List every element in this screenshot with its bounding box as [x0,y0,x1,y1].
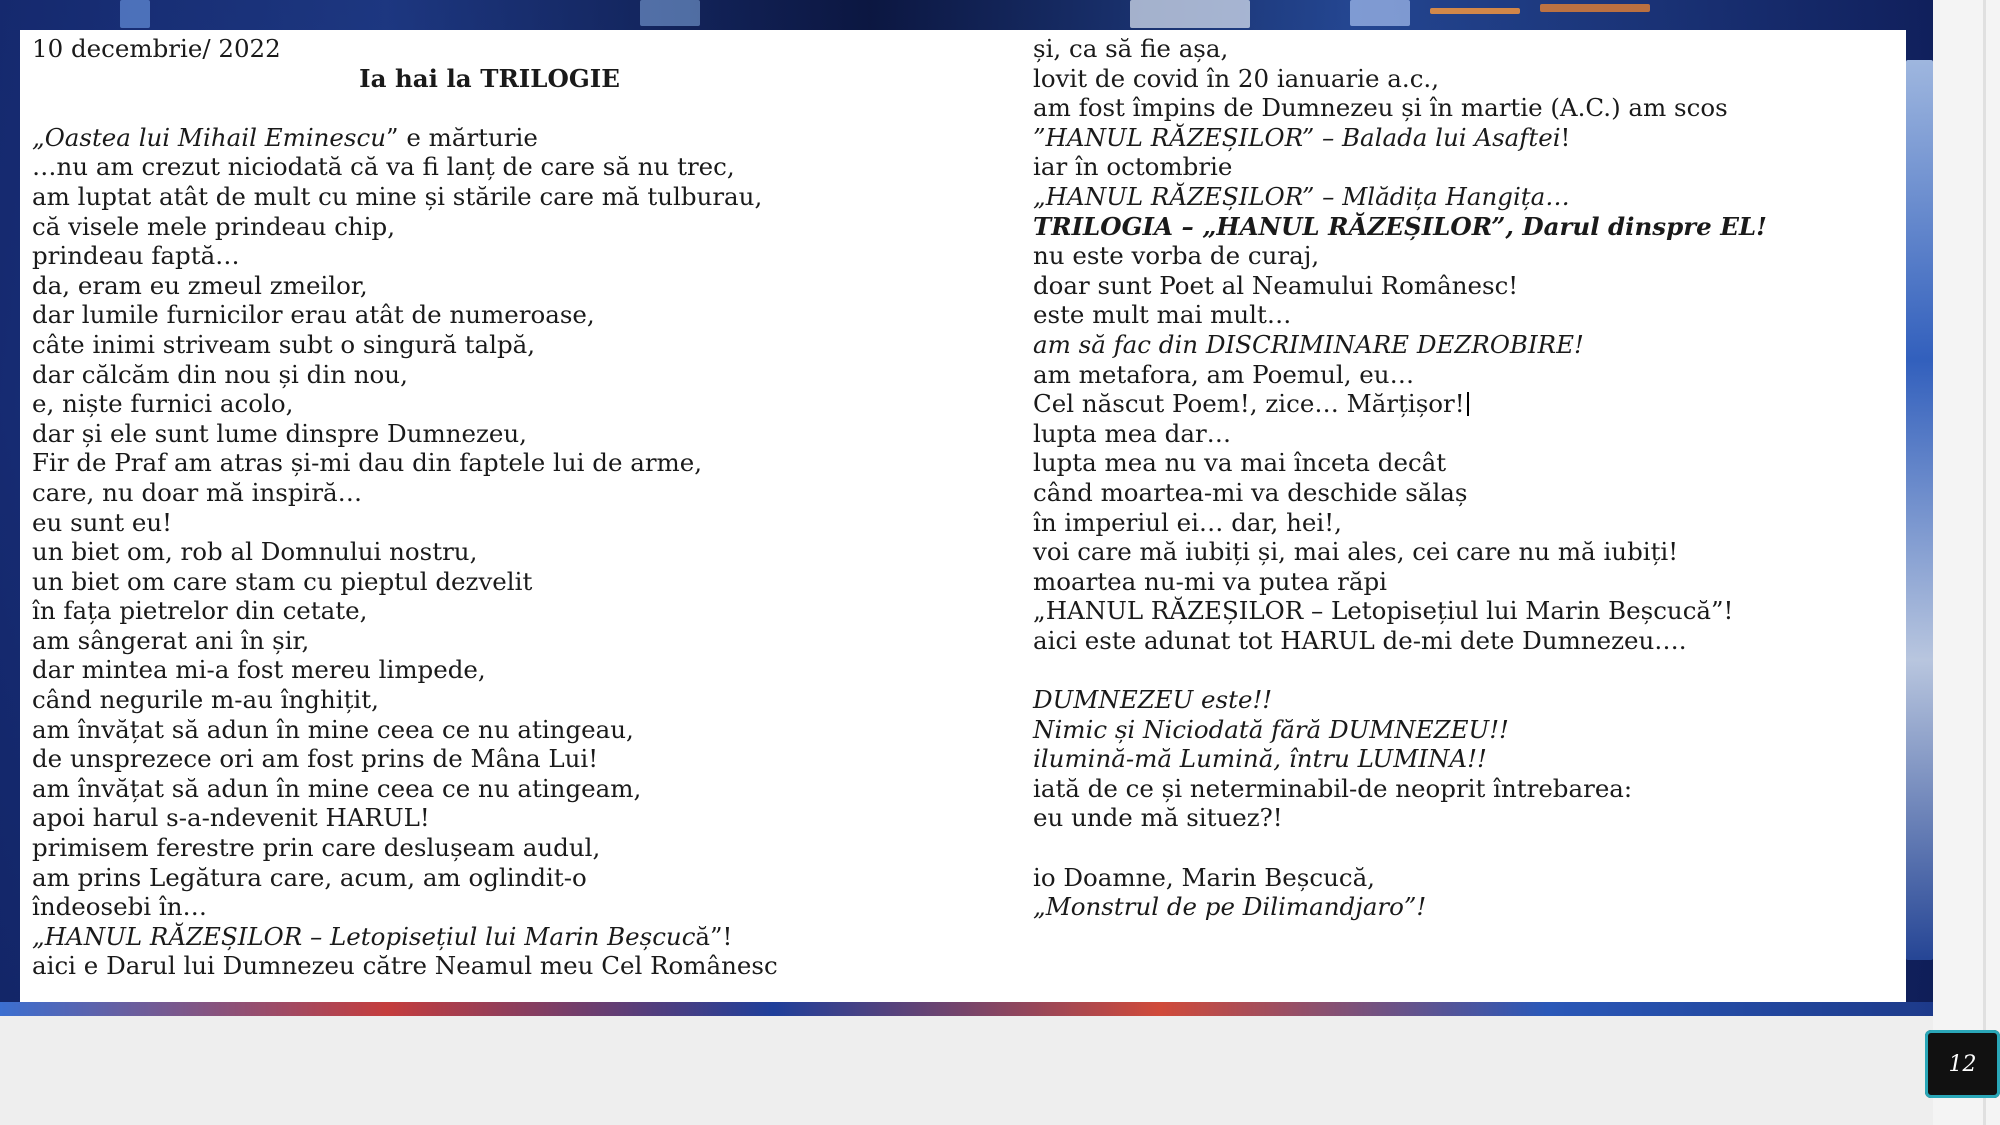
text-line [32,419,947,449]
text-line [1033,182,1767,212]
text-line [1033,123,1767,153]
text-line [32,448,947,478]
right-gutter [1933,0,2000,1125]
text-line [32,863,947,893]
text-content: am să fac din DISCRIMINARE DEZROBIRE! [1033,329,1584,359]
text-line [1033,360,1767,390]
text-line [1033,152,1767,182]
text-content: nu este vorba de curaj, [1033,241,1320,271]
text-content: am luptat atât de mult cu mine și stările care mă tulburau, [32,181,763,211]
text-content: Fir de Praf am atras și-mi dau din faptele lui de arme, [32,448,703,478]
text-content: dar mintea mi-a fost mereu limpede, [32,655,486,685]
text-content: „Monstrul de pe Dilimandjaro”! [1033,892,1427,922]
text-line [1033,863,1767,893]
text-content: am prins Legătura care, acum, am oglindit-o [32,862,587,892]
text-line [32,567,947,597]
text-content: „HANUL RĂZEȘILOR – Letopisețiul lui Marin Beșcucă”! [1033,596,1734,626]
text-content: am metafora, am Poemul, eu… [1033,359,1415,389]
text-line [32,685,947,715]
neon-light [1130,0,1250,28]
text-content: este mult mai mult… [1033,300,1292,330]
poem-title [32,64,947,94]
text-line [1033,478,1767,508]
text-content: că visele mele prindeau chip, [32,211,396,241]
photo-bottom-strip [0,1002,1933,1016]
text-line [32,152,947,182]
text-line [1033,419,1767,449]
text-content: moartea nu-mi va putea răpi [1033,566,1388,596]
text-content: când moartea-mi va deschide sălaș [1033,477,1468,507]
text-line [32,892,947,922]
document-page[interactable] [20,30,1906,1002]
text-content: e, niște furnici acolo, [32,389,294,419]
text-line [32,626,947,656]
text-line [32,922,947,952]
text-line [1033,774,1767,804]
text-content: iată de ce și neterminabil-de neoprit întrebarea: [1033,773,1633,803]
text-content: care, nu doar mă inspiră… [32,477,363,507]
text-content: câte inimi striveam subt o singură talpă, [32,329,536,359]
text-content: Cel născut Poem!, zice… Mărțișor! [1033,389,1465,419]
page-number: 12 [1948,1051,1977,1077]
text-line [32,655,947,685]
text-segment: ! [1560,122,1571,152]
text-content: eu sunt eu! [32,507,172,537]
text-segment: „HANUL RĂZEȘILOR – Letopisețiul lui Marin Beșcuc [32,921,696,951]
text-content: îndeosebi în… [32,892,208,922]
text-content: „HANUL RĂZEȘILOR” – Mlădița Hangița… [1033,181,1570,211]
text-content: 10 decembrie/ 2022 [32,34,281,63]
text-line [1033,212,1767,242]
neon-light [640,0,700,26]
text-content: dar călcăm din nou și din nou, [32,359,408,389]
text-content: am fost împins de Dumnezeu și în martie (A.C.) am scos [1033,93,1728,123]
text-content: iar în octombrie [1033,152,1233,182]
text-content: am învățat să adun în mine ceea ce nu atingeam, [32,773,642,803]
text-content: voi care mă iubiți și, mai ales, cei care nu mă iubiți! [1033,537,1679,567]
text-line [32,803,947,833]
text-line [1033,715,1767,745]
text-content: un biet om, rob al Domnului nostru, [32,537,478,567]
neon-light [1906,60,1933,960]
text-content: lupta mea dar… [1033,418,1232,448]
text-segment: ” e mărturie [386,122,538,152]
text-line [1033,271,1767,301]
text-content: primisem ferestre prin care deslușeam audul, [32,833,601,863]
text-line [32,833,947,863]
text-content: când negurile m-au înghițit, [32,685,379,715]
text-content: dar lumile furnicilor erau atât de numeroase, [32,300,595,330]
text-content: lupta mea nu va mai înceta decât [1033,448,1447,478]
text-line [32,389,947,419]
text-line [1033,744,1767,774]
text-line [1033,567,1767,597]
text-content: dar și ele sunt lume dinspre Dumnezeu, [32,418,527,448]
text-line [1033,596,1767,626]
text-line [1033,93,1767,123]
text-content: da, eram eu zmeul zmeilor, [32,270,368,300]
text-line [1033,300,1767,330]
text-segment: ”HANUL RĂZEȘILOR” – Balada lui Asaftei [1033,122,1561,152]
text-content: prindeau faptă… [32,241,240,271]
blank-line [32,93,947,123]
text-line [32,951,947,981]
text-line [32,508,947,538]
text-content: Ia hai la TRILOGIE [359,63,620,93]
text-cursor [1467,392,1469,416]
text-line [1033,537,1767,567]
text-line [32,300,947,330]
text-content: în imperiul ei… dar, hei!, [1033,507,1342,537]
text-content: un biet om care stam cu pieptul dezvelit [32,566,533,596]
neon-light [1350,0,1410,26]
text-line [32,744,947,774]
page-number-badge[interactable] [1925,1030,2000,1098]
text-content: ilumină-mă Lumină, întru LUMINA!! [1033,744,1487,774]
text-segment: „Oastea lui Mihail Eminescu [32,122,387,152]
blank-line [1033,655,1767,685]
text-line [32,182,947,212]
text-line [32,271,947,301]
text-content: am sângerat ani în șir, [32,625,310,655]
text-content: lovit de covid în 20 ianuarie a.c., [1033,63,1439,93]
text-line [1033,892,1767,922]
blank-line [1033,833,1767,863]
neon-light [120,0,150,28]
text-content: doar sunt Poet al Neamului Românesc! [1033,270,1519,300]
text-line [32,241,947,271]
text-segment: ă”! [695,921,733,951]
text-content: în fața pietrelor din cetate, [32,596,368,626]
text-line [1033,508,1767,538]
text-line [32,34,947,64]
text-line [1033,626,1767,656]
left-column [32,34,947,981]
text-line [1033,448,1767,478]
text-content: aici e Darul lui Dumnezeu către Neamul meu Cel Românesc [32,951,778,981]
text-line [32,212,947,242]
text-line [32,123,947,153]
text-line [1033,389,1767,419]
text-content: apoi harul s-a-ndevenit HARUL! [32,803,430,833]
text-line [32,330,947,360]
text-line [1033,64,1767,94]
text-content: și, ca să fie așa, [1033,34,1229,63]
text-line [32,715,947,745]
neon-light [1430,8,1520,14]
text-content: am învățat să adun în mine ceea ce nu atingeau, [32,714,634,744]
text-line [1033,330,1767,360]
text-content: …nu am crezut niciodată că va fi lanț de care să nu trec, [32,152,735,182]
text-line [32,596,947,626]
text-content: aici este adunat tot HARUL de-mi dete Dumnezeu…. [1033,625,1687,655]
text-content: DUMNEZEU este!! [1033,685,1273,715]
text-line [1033,685,1767,715]
text-line [32,360,947,390]
text-content: Nimic și Niciodată fără DUMNEZEU!! [1033,714,1509,744]
text-content: TRILOGIA – „HANUL RĂZEȘILOR”, Darul dinspre EL! [1033,211,1767,241]
text-line [1033,34,1767,64]
text-content: de unsprezece ori am fost prins de Mâna Lui! [32,744,599,774]
neon-light [1540,4,1650,12]
right-column [1033,34,1767,922]
text-line [32,478,947,508]
text-content: io Doamne, Marin Beșcucă, [1033,862,1375,892]
text-line [1033,803,1767,833]
text-content: eu unde mă situez?! [1033,803,1283,833]
text-line [32,774,947,804]
gutter-divider [1983,0,1986,1125]
text-line [1033,241,1767,271]
text-line [32,537,947,567]
